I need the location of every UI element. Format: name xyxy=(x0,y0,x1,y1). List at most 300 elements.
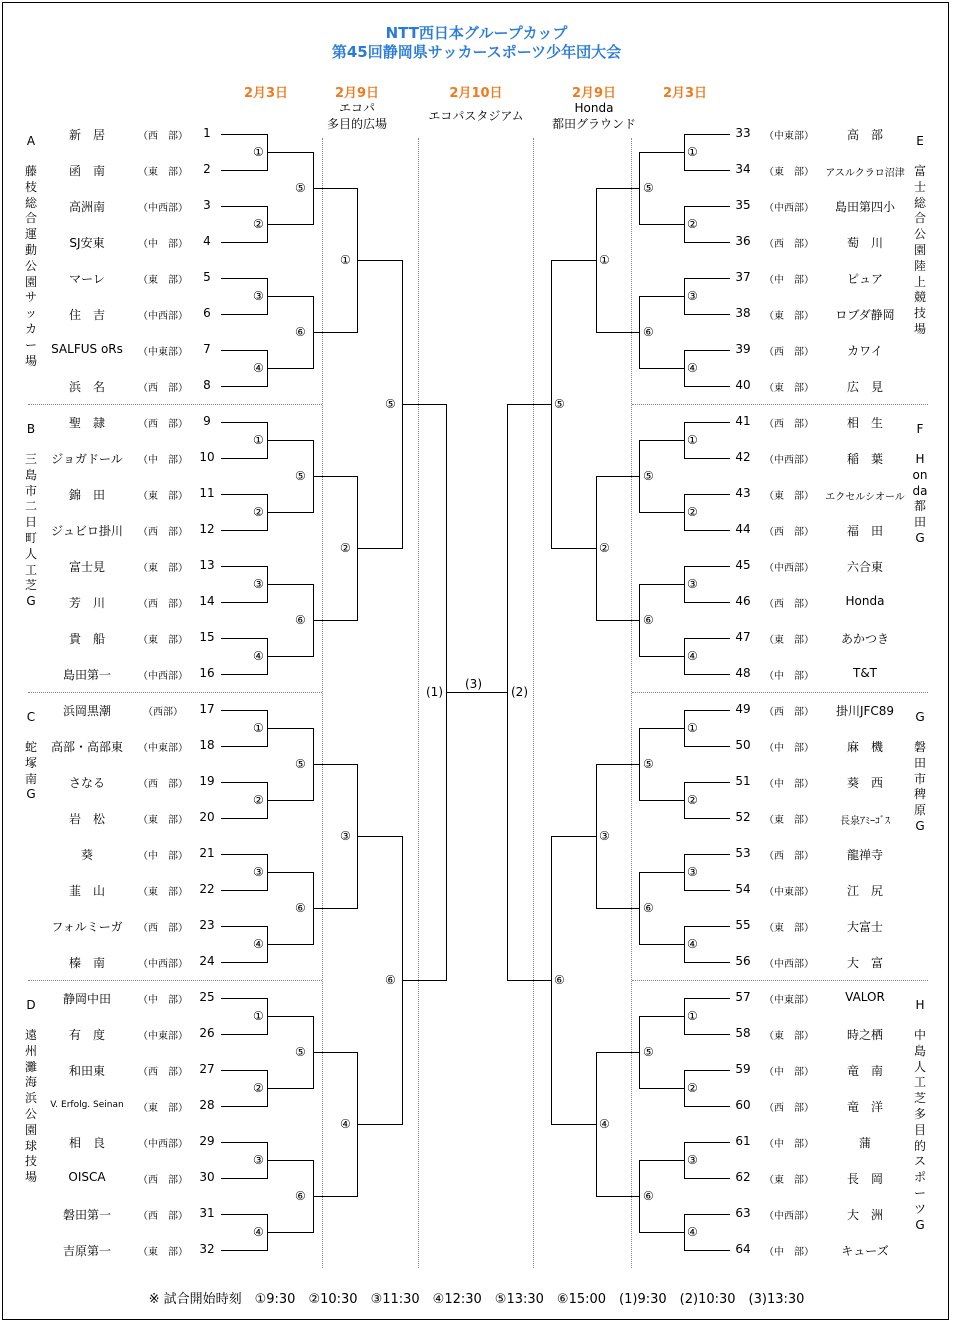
team-region: （中西部） xyxy=(764,563,814,574)
bracket-line xyxy=(221,926,267,927)
team-number: 60 xyxy=(735,1098,751,1112)
team-number: 51 xyxy=(735,774,751,788)
team-number: 38 xyxy=(735,306,751,320)
match-r2-left: ⑤ xyxy=(295,1045,306,1059)
team-number: 23 xyxy=(199,918,215,932)
bracket-line xyxy=(684,998,685,1035)
team-region: （東 部） xyxy=(764,167,814,178)
group-venue: 富士総合公園陸上競技場 xyxy=(913,164,926,336)
group-venue: 磐田市稗原G xyxy=(913,740,926,833)
group-divider-left xyxy=(28,980,322,981)
team-region: （東 部） xyxy=(764,923,814,934)
date-left-round1: 2月3日 xyxy=(243,86,289,101)
date-final: 2月10日 xyxy=(449,86,503,101)
bracket-line xyxy=(639,872,640,945)
team-name: アスルクラロ沼津 xyxy=(825,168,905,179)
team-region: （東 部） xyxy=(138,1103,188,1114)
bracket-line xyxy=(313,620,357,621)
bracket-line xyxy=(221,1250,267,1251)
match-r1-right: ① xyxy=(687,433,698,447)
match-r4-right: ⑥ xyxy=(554,973,565,987)
bracket-line xyxy=(639,296,640,369)
bracket-line xyxy=(639,800,684,801)
team-number: 41 xyxy=(735,414,751,428)
bracket-line xyxy=(267,1016,313,1017)
bracket-line xyxy=(267,872,313,873)
match-r4-left: ⑥ xyxy=(385,973,396,987)
team-region: （東 部） xyxy=(764,1175,814,1186)
team-name: 長 岡 xyxy=(846,1172,883,1186)
bracket-line xyxy=(684,962,730,963)
bracket-line xyxy=(267,512,313,513)
bracket-line xyxy=(221,1070,267,1071)
bracket-line xyxy=(267,584,313,585)
team-number: 19 xyxy=(199,774,215,788)
match-r1-left: ③ xyxy=(253,289,264,303)
team-number: 17 xyxy=(199,702,215,716)
team-name: 竜 洋 xyxy=(846,1100,883,1114)
bracket-line xyxy=(357,836,402,837)
match-r2-right: ⑥ xyxy=(643,901,654,915)
team-number: 21 xyxy=(199,846,215,860)
bracket-line xyxy=(684,710,730,711)
bracket-line xyxy=(267,656,313,657)
bracket-line xyxy=(221,494,267,495)
bracket-line xyxy=(221,674,267,675)
bracket-line xyxy=(596,332,639,333)
bracket-line xyxy=(313,908,357,909)
bracket-line xyxy=(639,512,684,513)
bracket-line xyxy=(221,386,267,387)
column-divider xyxy=(418,138,419,1268)
start-times-note: ※ 試合開始時刻 ①9:30 ②10:30 ③11:30 ④12:30 ⑤13:30 ⑥15:00 (1)9:30 (2)10:30 (3)13:30 xyxy=(148,1292,805,1307)
bracket-line xyxy=(596,476,597,621)
team-number: 31 xyxy=(199,1206,215,1220)
team-number: 18 xyxy=(199,738,215,752)
bracket-line xyxy=(221,1142,267,1143)
team-region: （西部） xyxy=(143,707,183,718)
match-r2-right: ⑥ xyxy=(643,1189,654,1203)
bracket-line xyxy=(551,260,596,261)
bracket-line xyxy=(684,1250,730,1251)
team-number: 12 xyxy=(199,522,215,536)
group-label: H xyxy=(915,998,925,1012)
team-region: （西 部） xyxy=(138,923,188,934)
team-name: 大富士 xyxy=(846,920,883,934)
bracket-line xyxy=(267,800,313,801)
match-r1-right: ① xyxy=(687,721,698,735)
team-region: （中 部） xyxy=(138,455,188,466)
team-region: （東 部） xyxy=(764,383,814,394)
title-line2: 第45回静岡県サッカースポーツ少年団大会 xyxy=(331,43,622,61)
team-name: 掛川JFC89 xyxy=(835,704,895,718)
match-r1-left: ④ xyxy=(253,937,264,951)
bracket-line xyxy=(684,566,685,603)
bracket-line xyxy=(221,170,267,171)
team-region: （西 部） xyxy=(138,527,188,538)
bracket-line xyxy=(684,350,685,387)
bracket-line xyxy=(507,980,551,981)
group-venue: 遠州灘海浜公園球技場 xyxy=(24,1028,37,1185)
bracket-line xyxy=(313,476,357,477)
bracket-line xyxy=(684,602,730,603)
team-name: 韮 山 xyxy=(68,884,105,898)
team-name: 磐田第一 xyxy=(62,1208,111,1222)
group-label: A xyxy=(26,134,36,148)
bracket-line xyxy=(639,440,684,441)
bracket-line xyxy=(596,1052,597,1197)
match-r3-left: ② xyxy=(340,541,351,555)
team-region: （西 部） xyxy=(138,383,188,394)
team-number: 25 xyxy=(199,990,215,1004)
bracket-line xyxy=(684,1214,685,1251)
match-r1-left: ④ xyxy=(253,649,264,663)
group-venue: 中島人工芝多目的スポーツG xyxy=(913,1028,926,1232)
team-region: （西 部） xyxy=(138,1211,188,1222)
bracket-line xyxy=(221,1214,267,1215)
bracket-line xyxy=(596,620,639,621)
bracket-line xyxy=(596,188,597,333)
bracket-line xyxy=(684,278,730,279)
bracket-line xyxy=(684,638,730,639)
team-number: 58 xyxy=(735,1026,751,1040)
team-region: （中 部） xyxy=(138,851,188,862)
team-name: 榛 南 xyxy=(68,956,105,970)
bracket-line xyxy=(639,1160,684,1161)
group-label: E xyxy=(916,134,924,148)
team-name: フォルミーガ xyxy=(51,920,123,934)
bracket-line xyxy=(684,494,685,531)
team-name: 有 度 xyxy=(68,1028,105,1042)
bracket-line xyxy=(221,134,267,135)
team-number: 55 xyxy=(735,918,751,932)
team-number: 63 xyxy=(735,1206,751,1220)
team-region: （東 部） xyxy=(764,491,814,502)
team-region: （中西部） xyxy=(138,959,188,970)
team-number: 11 xyxy=(199,486,215,500)
team-number: 52 xyxy=(735,810,751,824)
bracket-line xyxy=(313,1052,357,1053)
bracket-line xyxy=(639,296,684,297)
bracket-line xyxy=(267,152,313,153)
team-name: 浜岡黒潮 xyxy=(62,704,111,718)
team-name: 稲 葉 xyxy=(846,452,883,466)
team-name: 島田第一 xyxy=(62,668,111,682)
team-number: 29 xyxy=(199,1134,215,1148)
team-number: 20 xyxy=(199,810,215,824)
team-name: カワイ xyxy=(847,344,883,358)
bracket-line xyxy=(221,998,267,999)
bracket-line xyxy=(684,746,730,747)
team-name: 函 南 xyxy=(68,164,105,178)
match-r1-left: ③ xyxy=(253,865,264,879)
team-name: 吉原第一 xyxy=(62,1244,111,1258)
column-divider xyxy=(322,138,323,1268)
team-region: （東 部） xyxy=(138,815,188,826)
bracket-line xyxy=(639,1016,684,1017)
team-name: 島田第四小 xyxy=(834,200,895,214)
bracket-line xyxy=(551,548,596,549)
match-r1-left: ① xyxy=(253,433,264,447)
team-name: ジュビロ掛川 xyxy=(51,524,123,538)
bracket-line xyxy=(313,1196,357,1197)
bracket-line xyxy=(684,782,730,783)
team-number: 26 xyxy=(199,1026,215,1040)
bracket-line xyxy=(684,998,730,999)
match-r1-left: ② xyxy=(253,1081,264,1095)
team-number: 35 xyxy=(735,198,751,212)
team-name: 住 吉 xyxy=(68,308,105,322)
bracket-line xyxy=(267,728,313,729)
title-line1: NTT西日本グループカップ xyxy=(385,24,568,42)
team-region: （東 部） xyxy=(138,1247,188,1258)
bracket-line xyxy=(684,206,730,207)
team-number: 43 xyxy=(735,486,751,500)
team-number: 4 xyxy=(203,234,211,248)
match-r2-left: ⑤ xyxy=(295,181,306,195)
bracket-line xyxy=(684,422,685,459)
bracket-line xyxy=(221,458,267,459)
bracket-line xyxy=(684,1178,730,1179)
match-r2-left: ⑥ xyxy=(295,325,306,339)
match-r1-right: ③ xyxy=(687,289,698,303)
venue-left-round2: エコパ 多目的広場 xyxy=(326,101,387,131)
match-r1-left: ③ xyxy=(253,577,264,591)
team-name: VALOR xyxy=(845,990,885,1004)
match-r3-right: ② xyxy=(599,541,610,555)
match-r2-left: ⑥ xyxy=(295,1189,306,1203)
bracket-line xyxy=(684,530,730,531)
bracket-line xyxy=(357,548,402,549)
bracket-line xyxy=(684,458,730,459)
team-number: 24 xyxy=(199,954,215,968)
team-region: （中西部） xyxy=(764,1211,814,1222)
match-r1-right: ④ xyxy=(687,649,698,663)
team-region: （中 部） xyxy=(764,1067,814,1078)
bracket-line xyxy=(221,962,267,963)
bracket-line xyxy=(684,1106,730,1107)
bracket-line xyxy=(596,764,597,909)
match-r2-right: ⑤ xyxy=(643,181,654,195)
team-name: 葵 西 xyxy=(846,776,883,790)
bracket-line xyxy=(267,1088,313,1089)
bracket-line xyxy=(639,728,684,729)
team-number: 37 xyxy=(735,270,751,284)
team-region: （中西部） xyxy=(138,311,188,322)
bracket-line xyxy=(596,764,639,765)
group-venue: 蛇塚南G xyxy=(24,740,37,802)
bracket-line xyxy=(639,656,684,657)
team-number: 47 xyxy=(735,630,751,644)
match-r1-left: ① xyxy=(253,145,264,159)
team-name: あかつき xyxy=(840,632,889,646)
match-r1-right: ③ xyxy=(687,577,698,591)
team-name: さなる xyxy=(68,776,105,790)
bracket-line xyxy=(313,332,357,333)
match-r4-right: ⑤ xyxy=(554,397,565,411)
bracket-line xyxy=(221,206,267,207)
bracket-line xyxy=(402,404,446,405)
bracket-line xyxy=(267,368,313,369)
bracket-line xyxy=(221,422,267,423)
bracket-line xyxy=(639,1232,684,1233)
team-number: 16 xyxy=(199,666,215,680)
bracket-line xyxy=(267,1232,313,1233)
bracket-line xyxy=(684,386,730,387)
bracket-line xyxy=(551,1124,596,1125)
column-divider xyxy=(533,138,534,1268)
team-region: （西 部） xyxy=(138,599,188,610)
team-number: 8 xyxy=(203,378,211,392)
match-r3-right: ① xyxy=(599,253,610,267)
bracket-line xyxy=(551,260,552,549)
match-r3-left: ④ xyxy=(340,1117,351,1131)
team-region: （東 部） xyxy=(764,1031,814,1042)
team-number: 62 xyxy=(735,1170,751,1184)
team-name: 龍禅寺 xyxy=(846,848,883,862)
bracket-line xyxy=(221,854,267,855)
bracket-line xyxy=(551,836,552,1125)
bracket-line xyxy=(684,350,730,351)
team-region: （西 部） xyxy=(764,1103,814,1114)
date-right-round2: 2月9日 xyxy=(571,86,617,101)
match-r4-left: ⑤ xyxy=(385,397,396,411)
match-r2-right: ⑥ xyxy=(643,613,654,627)
column-divider xyxy=(631,138,632,1268)
bracket-line xyxy=(684,1142,685,1179)
team-number: 46 xyxy=(735,594,751,608)
team-number: 1 xyxy=(203,126,211,140)
match-r1-left: ④ xyxy=(253,361,264,375)
team-number: 45 xyxy=(735,558,751,572)
team-name: 広 見 xyxy=(846,380,883,394)
match-r3-left: ① xyxy=(340,253,351,267)
bracket-line xyxy=(221,1178,267,1179)
bracket-line xyxy=(684,170,730,171)
bracket-line xyxy=(639,152,640,225)
match-r1-left: ④ xyxy=(253,1225,264,1239)
team-name: 新 居 xyxy=(68,128,105,142)
bracket-line xyxy=(684,314,730,315)
bracket-line xyxy=(357,1124,402,1125)
team-name: 相 良 xyxy=(68,1136,105,1150)
team-name: マーレ xyxy=(69,272,105,286)
team-name: 竜 南 xyxy=(846,1064,883,1078)
bracket-line xyxy=(357,260,402,261)
bracket-line xyxy=(221,350,267,351)
team-name: V. Erfolg. Seinan xyxy=(50,1100,124,1110)
date-left-round2: 2月9日 xyxy=(334,86,380,101)
bracket-line xyxy=(684,206,685,243)
bracket-line xyxy=(221,566,267,567)
team-name: 高洲南 xyxy=(68,200,105,214)
team-region: （中東部） xyxy=(764,995,814,1006)
bracket-line xyxy=(684,566,730,567)
match-r1-right: ③ xyxy=(687,865,698,879)
team-region: （東 部） xyxy=(138,167,188,178)
match-r1-left: ① xyxy=(253,1009,264,1023)
bracket-line xyxy=(684,1070,730,1071)
match-r2-left: ⑥ xyxy=(295,613,306,627)
team-region: （中東部） xyxy=(138,347,188,358)
team-name: ロブダ静岡 xyxy=(835,308,895,322)
team-region: （東 部） xyxy=(138,887,188,898)
bracket-line xyxy=(639,1016,640,1089)
bracket-line xyxy=(639,152,684,153)
team-number: 50 xyxy=(735,738,751,752)
match-semi-right: (2) xyxy=(511,685,528,699)
bracket-line xyxy=(221,602,267,603)
bracket-line xyxy=(221,638,267,639)
bracket-line xyxy=(402,980,446,981)
team-name: SALFUS oRs xyxy=(51,342,123,356)
team-name: 錦 田 xyxy=(68,488,105,502)
match-r2-right: ⑤ xyxy=(643,469,654,483)
team-region: （東 部） xyxy=(138,563,188,574)
team-region: （東 部） xyxy=(138,491,188,502)
bracket-line xyxy=(684,926,730,927)
team-region: （中東部） xyxy=(764,887,814,898)
group-divider-right xyxy=(632,692,928,693)
team-number: 28 xyxy=(199,1098,215,1112)
match-r1-right: ③ xyxy=(687,1153,698,1167)
bracket-line xyxy=(684,1034,730,1035)
bracket-line xyxy=(684,710,685,747)
bracket-line xyxy=(221,710,267,711)
bracket-line xyxy=(684,782,685,819)
group-divider-right xyxy=(632,980,928,981)
team-region: （西 部） xyxy=(764,527,814,538)
group-divider-left xyxy=(28,692,322,693)
bracket-line xyxy=(684,926,685,963)
group-label: G xyxy=(915,710,925,724)
team-region: （中西部） xyxy=(138,671,188,682)
team-region: （西 部） xyxy=(138,1175,188,1186)
team-name: 静岡中田 xyxy=(62,992,111,1006)
bracket-line xyxy=(507,404,551,405)
bracket-line xyxy=(221,782,267,783)
bracket-line xyxy=(639,728,640,801)
team-number: 6 xyxy=(203,306,211,320)
team-region: （中 部） xyxy=(764,779,814,790)
team-name: 貴 船 xyxy=(68,632,105,646)
bracket-line xyxy=(221,1034,267,1035)
bracket-line xyxy=(267,296,313,297)
team-name: Honda xyxy=(845,594,885,608)
team-number: 54 xyxy=(735,882,751,896)
bracket-line xyxy=(684,854,685,891)
team-region: （中東部） xyxy=(138,1031,188,1042)
team-name: エクセルシオール xyxy=(825,492,905,503)
bracket-line xyxy=(267,1160,313,1161)
bracket-line xyxy=(221,314,267,315)
team-name: OISCA xyxy=(68,1170,106,1184)
team-name: 高部・高部東 xyxy=(50,740,123,754)
bracket-line xyxy=(267,440,313,441)
team-region: （中 部） xyxy=(138,995,188,1006)
group-divider-left xyxy=(28,404,322,405)
team-name: 江 尻 xyxy=(846,884,883,898)
bracket-line xyxy=(684,278,685,315)
bracket-line xyxy=(639,872,684,873)
team-region: （東 部） xyxy=(138,635,188,646)
team-region: （西 部） xyxy=(764,239,814,250)
team-region: （西 部） xyxy=(138,779,188,790)
bracket-line xyxy=(639,944,684,945)
group-venue: Honda都田G xyxy=(912,452,928,545)
team-region: （中 部） xyxy=(764,1139,814,1150)
team-name: 大 富 xyxy=(846,956,883,970)
